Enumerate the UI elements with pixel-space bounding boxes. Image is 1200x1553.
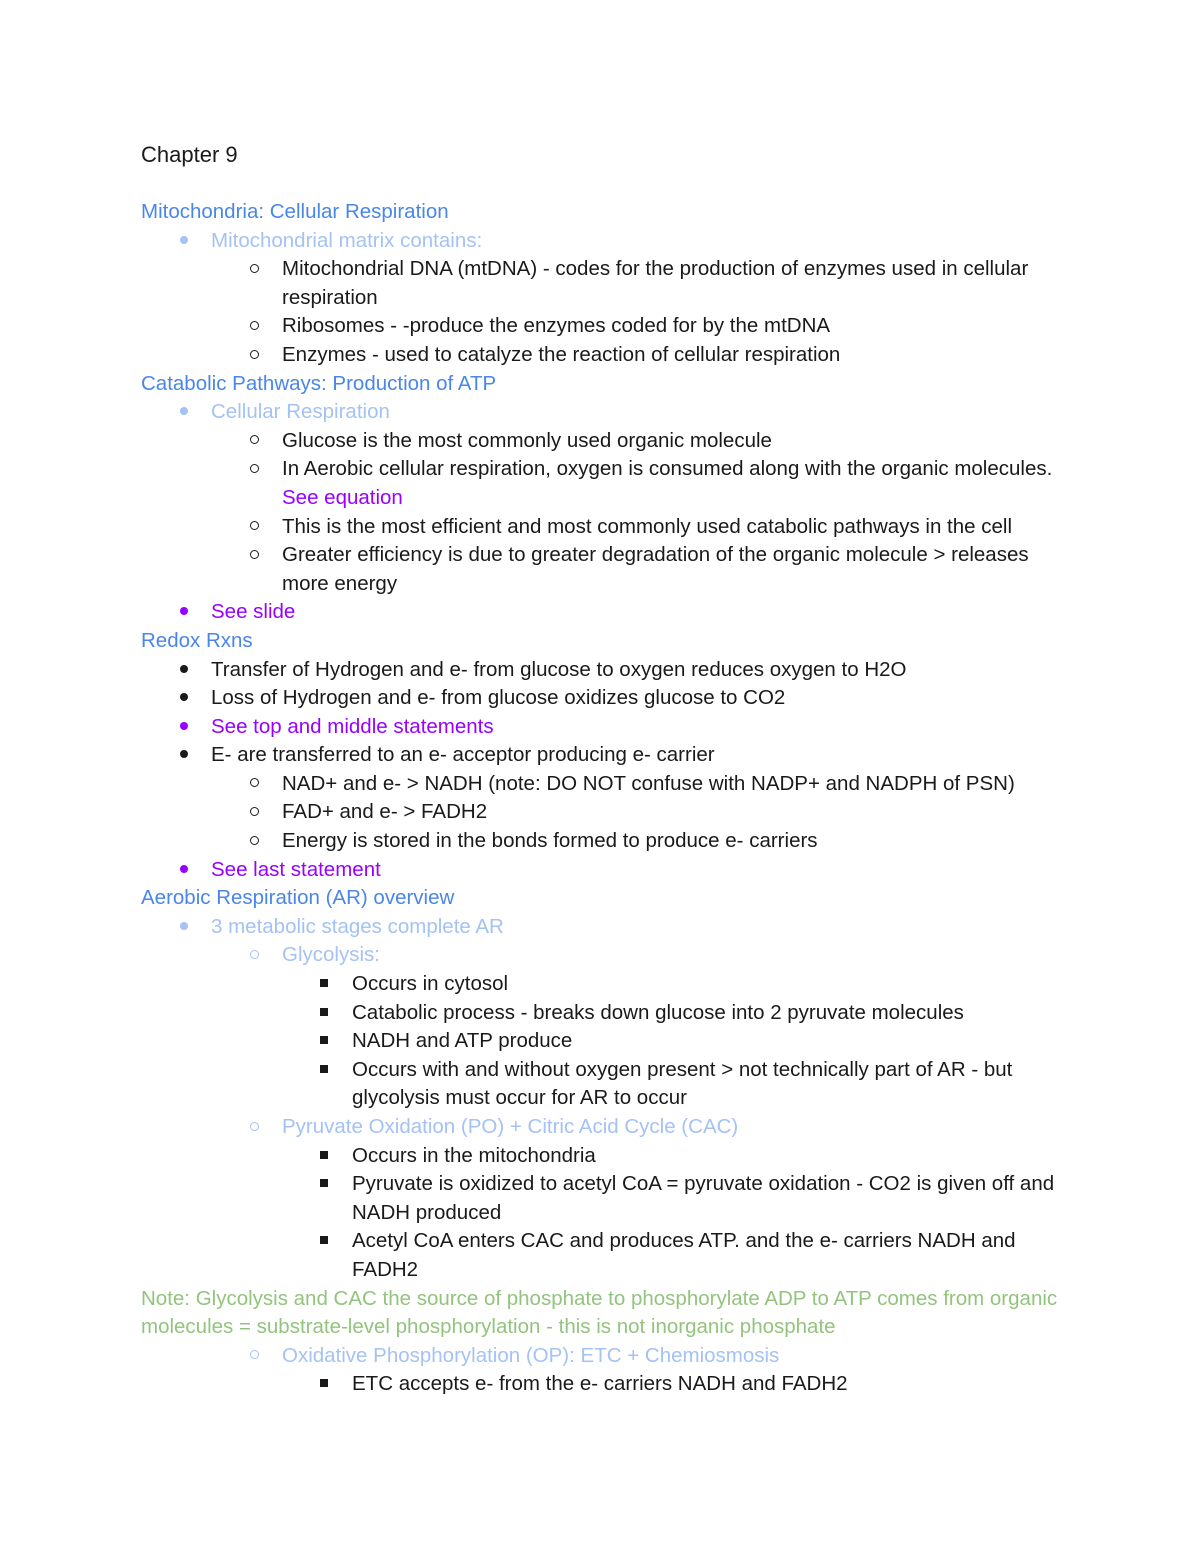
disc-bullet-icon [177, 913, 191, 942]
line-text: ETC accepts e- from the e- carriers NADH and FADH2 [352, 1372, 848, 1396]
list-item [141, 255, 1071, 312]
line-text: Pyruvate Oxidation (PO) + Citric Acid Cycle (CAC) [282, 1115, 739, 1138]
circle-bullet-icon [247, 455, 261, 484]
document-page [141, 138, 1071, 1399]
circle-bullet-icon [247, 255, 261, 284]
line-text: Oxidative Phosphorylation (OP): ETC + Chemiosmosis [282, 1343, 780, 1367]
line-text: See last statement [211, 857, 381, 881]
line-text: Catabolic Pathways: Production of ATP [141, 371, 497, 395]
square-bullet-icon [317, 1027, 331, 1056]
square-bullet-icon [317, 999, 331, 1028]
line-text: In Aerobic cellular respiration, oxygen is consumed along with the organic molecules. [282, 457, 1053, 481]
list-item [141, 827, 1071, 856]
disc-bullet-icon [177, 684, 191, 713]
disc-bullet-icon [177, 741, 191, 770]
line-text: Acetyl CoA enters CAC and produces ATP. and the e- carriers NADH and FADH2 [352, 1229, 1016, 1281]
section-heading [141, 198, 1071, 227]
list-item [141, 770, 1071, 799]
line-text: Aerobic Respiration (AR) overview [141, 886, 455, 910]
list-item [141, 1027, 1071, 1056]
line-text: Occurs with and without oxygen present > not technically part of AR - but glycolysis must occur for AR to occur [352, 1057, 1013, 1110]
list-item [141, 798, 1071, 827]
circle-bullet-icon [247, 341, 261, 370]
circle-bullet-icon [247, 827, 261, 856]
line-text: Occurs in the mitochondria [352, 1143, 596, 1167]
line-text: See top and middle statements [211, 714, 494, 738]
disc-bullet-icon [177, 598, 191, 627]
line-text: Transfer of Hydrogen and e- from glucose to oxygen reduces oxygen to H2O [211, 657, 907, 681]
disc-bullet-icon [177, 713, 191, 742]
line-text: E- are transferred to an e- acceptor producing e- carrier [211, 743, 715, 767]
line-text: Mitochondria: Cellular Respiration [141, 200, 449, 223]
list-item [141, 1056, 1071, 1113]
list-item [141, 656, 1071, 685]
list-item [141, 1142, 1071, 1171]
line-text: Mitochondrial matrix contains: [211, 228, 483, 252]
line-text: This is the most efficient and most commonly used catabolic pathways in the cell [282, 514, 1012, 538]
list-item [141, 1227, 1071, 1284]
line-text: Cellular Respiration [211, 400, 390, 424]
circle-bullet-icon [247, 770, 261, 799]
page-title: Chapter 9 [141, 142, 238, 167]
list-item [141, 1113, 1071, 1142]
circle-bullet-icon [247, 941, 261, 970]
square-bullet-icon [317, 1142, 331, 1171]
list-item [141, 398, 1071, 427]
list-item [141, 427, 1071, 456]
line-text: NAD+ and e- > NADH (note: DO NOT confuse with NADP+ and NADPH of PSN) [282, 771, 1015, 795]
circle-bullet-icon [247, 1113, 261, 1142]
square-bullet-icon [317, 1056, 331, 1085]
circle-bullet-icon [247, 1342, 261, 1371]
list-item [141, 856, 1071, 885]
circle-bullet-icon [247, 513, 261, 542]
list-item [141, 1170, 1071, 1227]
line-text: Catabolic process - breaks down glucose into 2 pyruvate molecules [352, 1000, 964, 1024]
disc-bullet-icon [177, 656, 191, 685]
circle-bullet-icon [247, 312, 261, 341]
line-text: Enzymes - used to catalyze the reaction of cellular respiration [282, 342, 841, 366]
line-text: Glucose is the most commonly used organic molecule [282, 428, 772, 452]
disc-bullet-icon [177, 398, 191, 427]
square-bullet-icon [317, 1170, 331, 1199]
line-text: Greater efficiency is due to greater degradation of the organic molecule > releases more energy [282, 543, 1029, 595]
list-item [141, 913, 1071, 942]
line-text: Energy is stored in the bonds formed to produce e- carriers [282, 829, 818, 853]
list-item [141, 1370, 1071, 1399]
line-text: Ribosomes - -produce the enzymes coded for by the mtDNA [282, 314, 831, 338]
line-text: Occurs in cytosol [352, 972, 509, 996]
list-item [141, 312, 1071, 341]
list-item [141, 541, 1071, 598]
list-item [141, 341, 1071, 370]
section-heading [141, 627, 1071, 656]
section-heading [141, 1285, 1071, 1342]
circle-bullet-icon [247, 798, 261, 827]
section-heading [141, 884, 1071, 913]
list-item [141, 684, 1071, 713]
line-text: Mitochondrial DNA (mtDNA) - codes for the production of enzymes used in cellular respiration [282, 257, 1029, 309]
line-text: Pyruvate is oxidized to acetyl CoA = pyruvate oxidation - CO2 is given off and NADH produced [352, 1172, 1055, 1224]
square-bullet-icon [317, 1370, 331, 1399]
line-text: NADH and ATP produce [352, 1029, 573, 1053]
disc-bullet-icon [177, 856, 191, 885]
list-item [141, 598, 1071, 627]
line-text: Glycolysis: [282, 943, 380, 967]
list-item [141, 999, 1071, 1028]
disc-bullet-icon [177, 227, 191, 256]
line-text: 3 metabolic stages complete AR [211, 914, 504, 938]
inline-note-link: See equation [282, 485, 403, 509]
line-text: Redox Rxns [141, 628, 253, 652]
list-item [141, 970, 1071, 999]
list-item [141, 1342, 1071, 1371]
square-bullet-icon [317, 1227, 331, 1256]
list-item [141, 741, 1071, 770]
line-text: Loss of Hydrogen and e- from glucose oxidizes glucose to CO2 [211, 686, 786, 710]
circle-bullet-icon [247, 427, 261, 456]
list-item [141, 713, 1071, 742]
list-item [141, 455, 1071, 512]
line-text: See slide [211, 600, 296, 624]
list-item [141, 513, 1071, 542]
circle-bullet-icon [247, 541, 261, 570]
list-item [141, 227, 1071, 256]
section-heading [141, 370, 1071, 399]
line-text: Note: Glycolysis and CAC the source of phosphate to phosphorylate ADP to ATP comes from organic molecules = substrate-level phosphorylation - this is not inorganic phosphate [141, 1286, 1058, 1339]
list-item [141, 941, 1071, 970]
notes-list [141, 198, 1071, 1399]
line-text: FAD+ and e- > FADH2 [282, 800, 488, 824]
square-bullet-icon [317, 970, 331, 999]
